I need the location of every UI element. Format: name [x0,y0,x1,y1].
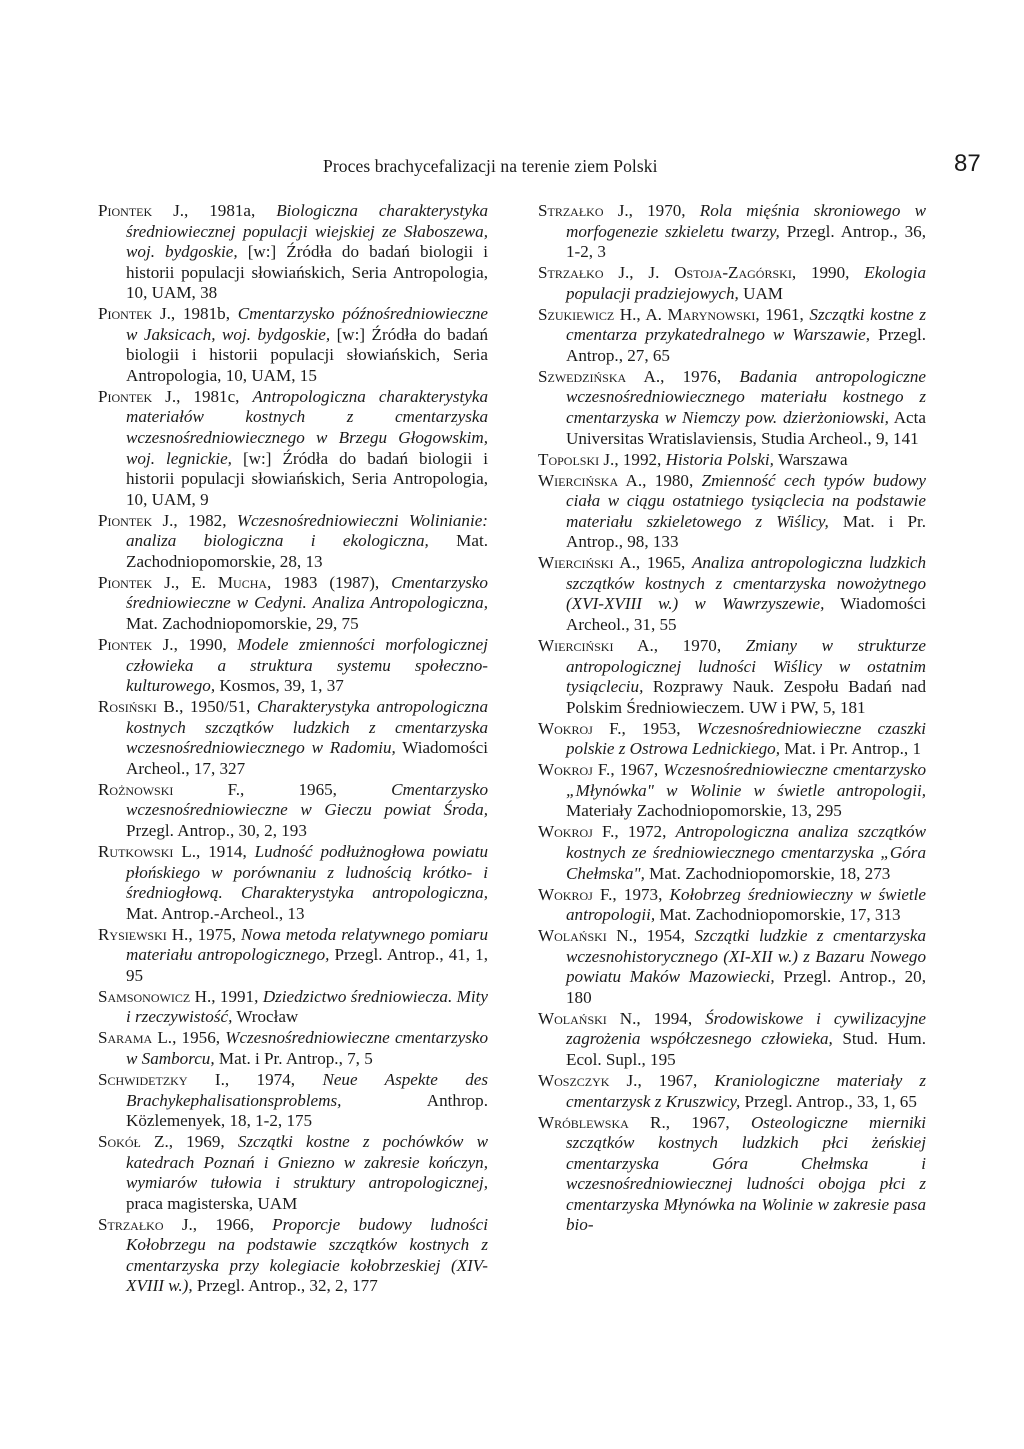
entry-year: , 1953, [621,718,697,738]
entry-source: [w:] Źródła do badań biologii i historii populacji słowiańskich, Seria Antropologia, 10, UAM, 38 [126,242,488,303]
entry-author: Piontek J. [98,304,171,324]
entry-author: Wolański N. [538,1008,637,1028]
entry-title: Rola mięśnia skroniowego w morfogenezie szkieletu twarzy, [566,201,927,241]
entry-author: Strzałko J. [538,201,629,220]
entry-title: Dziedzictwo średniowiecza. Mity i rzeczywistość, [126,986,488,1027]
bibliography-entry [98,780,488,842]
entry-year: , 1990, [791,263,865,283]
entry-source: Mat. Zachodniopomorskie, 17, 313 [655,905,901,925]
entry-title: Wczesnośredniowieczne cmentarzysko w Samborcu, [126,1028,488,1068]
bibliography-entry [98,304,488,386]
entry-source: Materiały Zachodniopomorskie, 13, 295 [566,801,842,821]
entry-title: Badania antropologiczne wczesnośredniowiecznego materiału kostnego z cmentarzyska w Niemczy pow. dzierżoniowski, [566,366,926,427]
entry-source: Wiadomości Archeol., 31, 55 [566,594,926,634]
entry-author: Wierciński A. [538,635,654,655]
entry-author: Wiercińska A. [538,470,643,490]
page-header [0,150,1024,184]
entry-source: Przegl. Antrop., 41, 1, 95 [126,945,488,985]
entry-author: Piontek J., E. Mucha [98,572,268,592]
entry-year: , 1965, [240,779,392,799]
bibliography-entry [538,305,926,367]
entry-year: , 1981b, [170,304,238,324]
bibliography-entry [98,387,488,510]
entry-title: Historia Polski, [665,449,774,469]
entry-author: Rosiński B. [98,697,180,717]
entry-year: , 1982, [173,510,237,530]
entry-author: Topolski J. [538,449,615,469]
entry-year: , 1990, [173,634,238,654]
entry-author: Wokroj F. [538,760,611,780]
entry-author: Schwidetzky I. [98,1069,225,1089]
bibliography-entry [538,636,926,718]
bibliography-entry [98,511,488,573]
entry-year: , 1981a, [184,201,277,220]
entry-author: Piontek J. [98,201,185,220]
entry-year: , 1991, [211,986,263,1006]
bibliography-entry [538,1009,926,1071]
page-number: 87 [954,150,981,177]
entry-title: Kołobrzeg średniowieczny w świetle antropologii, [566,884,926,925]
entry-author: Wierciński A. [538,553,636,573]
entry-year: , 1950/51, [179,697,257,717]
entry-source: Mat. Zachodniopomorskie, 18, 273 [644,863,891,883]
entry-title: Wczesnośredniowieczni Wolinianie: analiza biologiczna i ekologiczna, [126,510,489,551]
entry-source: [w:] Źródła do badań biologii i historii populacji słowiańskich, Seria Antropologia, 10, UAM, 15 [126,324,488,385]
entry-source: Wiadomości Archeol., 17, 327 [126,738,488,778]
entry-author: Samsonowicz H. [98,986,212,1006]
entry-title: Ekologia populacji pradziejowych, [566,263,926,303]
bibliography-entry [538,201,926,263]
entry-source: Mat. Zachodniopomorskie, 28, 13 [126,531,488,571]
entry-year: , 1961, [755,304,810,324]
entry-source: Rozprawy Nauk. Zespołu Badań nad Polskim Średniowieczem. UW i PW, 5, 181 [566,677,926,717]
entry-title: Modele zmienności morfologicznej człowieka a struktura systemu społeczno-kulturowego, [126,634,488,696]
entry-year: , 1973, [612,884,670,904]
entry-source: Przegl. Antrop., 30, 2, 193 [126,820,307,840]
entry-year: , 1975, [188,924,242,944]
bibliography-entry [538,760,926,822]
entry-source: praca magisterska, UAM [126,1193,298,1213]
entry-title: Szczątki ludzkie z cmentarzyska wczesnohistorycznego (XI-XII w.) z Bazaru Nowego powiatu Maków Mazowiecki, [566,926,926,987]
entry-source: UAM [738,283,783,303]
entry-title: Kraniologiczne materiały z cmentarzysk z Kruszwicy, [566,1070,927,1111]
entry-author: Wokroj F. [538,718,622,738]
bibliography-entry [538,719,926,760]
entry-author: Wolański N. [538,926,633,946]
entry-year: , 1954, [632,926,695,946]
entry-title: Charakterystyka antropologiczna kostnych szczątków ludzkich z cmentarzyska wczesnośredniowiecznego w Radomiu, [126,697,488,758]
bibliography-entry [98,1132,488,1214]
entry-author: Szukiewicz H., A. Marynowski [538,304,756,324]
entry-year: , 1994, [636,1008,706,1028]
entry-author: Rutkowski L. [98,841,197,861]
entry-year: , 1967, [610,760,664,780]
entry-title: Zmienność cech typów budowy ciała w ciągu ostatniego tysiąclecia na podstawie materiału szkieletowego z Wiślicy, [566,470,926,531]
entry-title: Biologiczna charakterystyka średniowiecznej populacji wiejskiej ze Słaboszewa, woj. bydgoskie, [126,201,488,262]
entry-author: Szwedzińska A. [538,366,661,386]
running-title: Proces brachycefalizacji na terenie ziem Polski [323,156,658,176]
bibliography-column-right [538,201,926,1236]
entry-author: Strzałko J., J. Ostoja-Zagórski [538,263,792,283]
bibliography-entry [538,471,926,553]
bibliography-entry [538,553,926,635]
entry-source: Anthrop. Közlemenyek, 18, 1-2, 175 [126,1090,488,1131]
entry-title: Neue Aspekte des Brachykephalisationsproblems, [126,1069,489,1110]
entry-title: Analiza antropologiczna ludzkich szczątków kostnych z cmentarzyska nowożytnego (XVI-XVIII w.) w Wawrzyszewie, [566,553,927,614]
bibliography-entry [98,573,488,635]
bibliography-entry [538,885,926,926]
entry-author: Rysiewski H. [98,924,189,944]
entry-author: Wokroj F. [538,884,613,904]
bibliography-entry [538,1113,926,1236]
entry-source: Przegl. Antrop., 33, 1, 65 [740,1091,917,1111]
bibliography-entry [98,1028,488,1069]
bibliography-entry [538,926,926,1008]
entry-year: , 1970, [628,201,700,220]
entry-author: Sokół Z. [98,1132,169,1152]
entry-author: Wróblewska R. [538,1112,666,1132]
bibliography-entry [538,367,926,449]
entry-source: Warszawa [773,449,848,469]
bibliography-entry [98,201,488,304]
entry-year: , 1966, [192,1214,273,1234]
entry-author: Piontek J. [98,386,177,406]
entry-year: , 1972, [614,822,676,842]
bibliography-entry [98,987,488,1028]
entry-source: Mat. Zachodniopomorskie, 29, 75 [126,613,359,633]
entry-title: Antropologiczna charakterystyka materiałów kostnych z cmentarzyska wczesnośredniowiecznego w Brzegu Głogowskim, woj. legnickie, [126,386,488,468]
entry-title: Cmentarzysko średniowieczne w Cedyni. Analiza Antropologiczna, [126,572,488,613]
entry-source: Przegl. Antrop., 27, 65 [566,325,927,365]
entry-author: Strzałko J. [98,1214,193,1234]
entry-year: , 1974, [224,1069,323,1089]
bibliography-entry [98,1070,488,1132]
entry-year: , 1967, [637,1070,715,1090]
entry-author: Piontek J. [98,634,174,654]
entry-title: Wczesnośredniowieczne cmentarzysko „Młynówka" w Wolinie w świetle antropologii, [566,760,926,800]
entry-title: Antropologiczna analiza szczątków kostnych ze średniowiecznego cmentarzyska „Góra Chełmska", [566,822,926,883]
entry-source: Acta Universitas Wratislaviensis, Studia Archeol., 9, 141 [566,407,926,448]
entry-source: Przegl. Antrop., 20, 180 [566,967,926,1007]
entry-source: Przegl. Antrop., 32, 2, 177 [192,1276,378,1296]
entry-year: , 1976, [660,366,740,386]
entry-author: Woszczyk J. [538,1070,638,1090]
entry-source: Mat. i Pr. Antrop., 1 [779,739,921,759]
bibliography-entry [98,1215,488,1297]
entry-title: Ludność podłużnogłowa powiatu płońskiego w porównaniu z ludnością krótko- i średniogłową. Charakterystyka antropologiczna, [126,841,488,903]
bibliography-entry [98,635,488,697]
bibliography-entry [98,842,488,924]
entry-source: Mat. i Pr. Antrop., 7, 5 [214,1048,373,1068]
bibliography-entry [538,263,926,304]
entry-title: Cmentarzysko późnośredniowieczne w Jaksicach, woj. bydgoskie, [126,304,488,344]
entry-title: Osteologiczne mierniki szczątków kostnych ludzkich płci żeńskiej cmentarzyska Góra Chełmska i wczesnośredniowiecznej ludności obojga płci z cmentarzyska Młynówka na Wolinie w zakresie pasa bio- [566,1112,926,1235]
bibliography-entry [538,1071,926,1112]
entry-year: , 1965, [635,553,692,573]
entry-source: Mat. i Pr. Antrop., 98, 133 [566,511,926,552]
entry-year: , 1983 (1987), [267,572,392,592]
entry-year: , 1981c, [176,386,253,406]
bibliography-entry [98,925,488,987]
entry-year: , 1980, [642,470,702,490]
entry-source: Przegl. Antrop., 36, 1-2, 3 [566,221,927,262]
entry-source: Mat. Antrop.-Archeol., 13 [126,903,305,923]
bibliography-entry [538,450,926,471]
bibliography-entry [98,697,488,779]
entry-title: Proporcje budowy ludności Kołobrzegu na podstawie szczątków kostnych z cmentarzyska przy kolegiacie kołobrzeskiej (XIV-XVIII w.), [126,1214,488,1296]
entry-source: Wrocław [232,1007,299,1027]
entry-author: Rożnowski F. [98,779,241,799]
entry-author: Piontek J. [98,510,174,530]
entry-title: Zmiany w strukturze antropologicznej ludności Wiślicy w ostatnim tysiącleciu, [566,635,927,697]
bibliography-entry [538,822,926,884]
entry-year: , 1970, [653,635,746,655]
entry-source: Kosmos, 39, 1, 37 [215,676,344,696]
entry-year: , 1956, [172,1028,226,1048]
entry-title: Środowiskowe i cywilizacyjne zagrożenia współczesnego człowieka, [566,1008,926,1049]
entry-title: Cmentarzysko wczesnośredniowieczne w Gieczu powiat Środa, [126,779,489,820]
entry-author: Sarama L. [98,1028,173,1048]
entry-title: Szczątki kostne z cmentarza przykatedralnego w Warszawie, [566,304,927,345]
entry-source: Stud. Hum. Ecol. Supl., 195 [566,1029,926,1069]
entry-source: [w:] Źródła do badań biologii i historii populacji słowiańskich, Seria Antropologia, 10, UAM, 9 [126,448,488,509]
bibliography-column-left [98,201,488,1297]
entry-title: Nowa metoda relatywnego pomiaru materiału antropologicznego, [126,924,489,965]
entry-year: , 1969, [168,1132,238,1152]
entry-year: , 1914, [196,841,255,861]
entry-title: Szczątki kostne z pochówków w katedrach Poznań i Gniezno w zakresie kończyn, wymiarów tułowia i struktury antropologicznej, [126,1132,489,1193]
entry-author: Wokroj F. [538,822,615,842]
entry-title: Wczesnośredniowieczne czaszki polskie z Ostrowa Lednickiego, [566,718,926,759]
entry-year: , 1992, [614,449,666,469]
entry-year: , 1967, [665,1112,751,1132]
